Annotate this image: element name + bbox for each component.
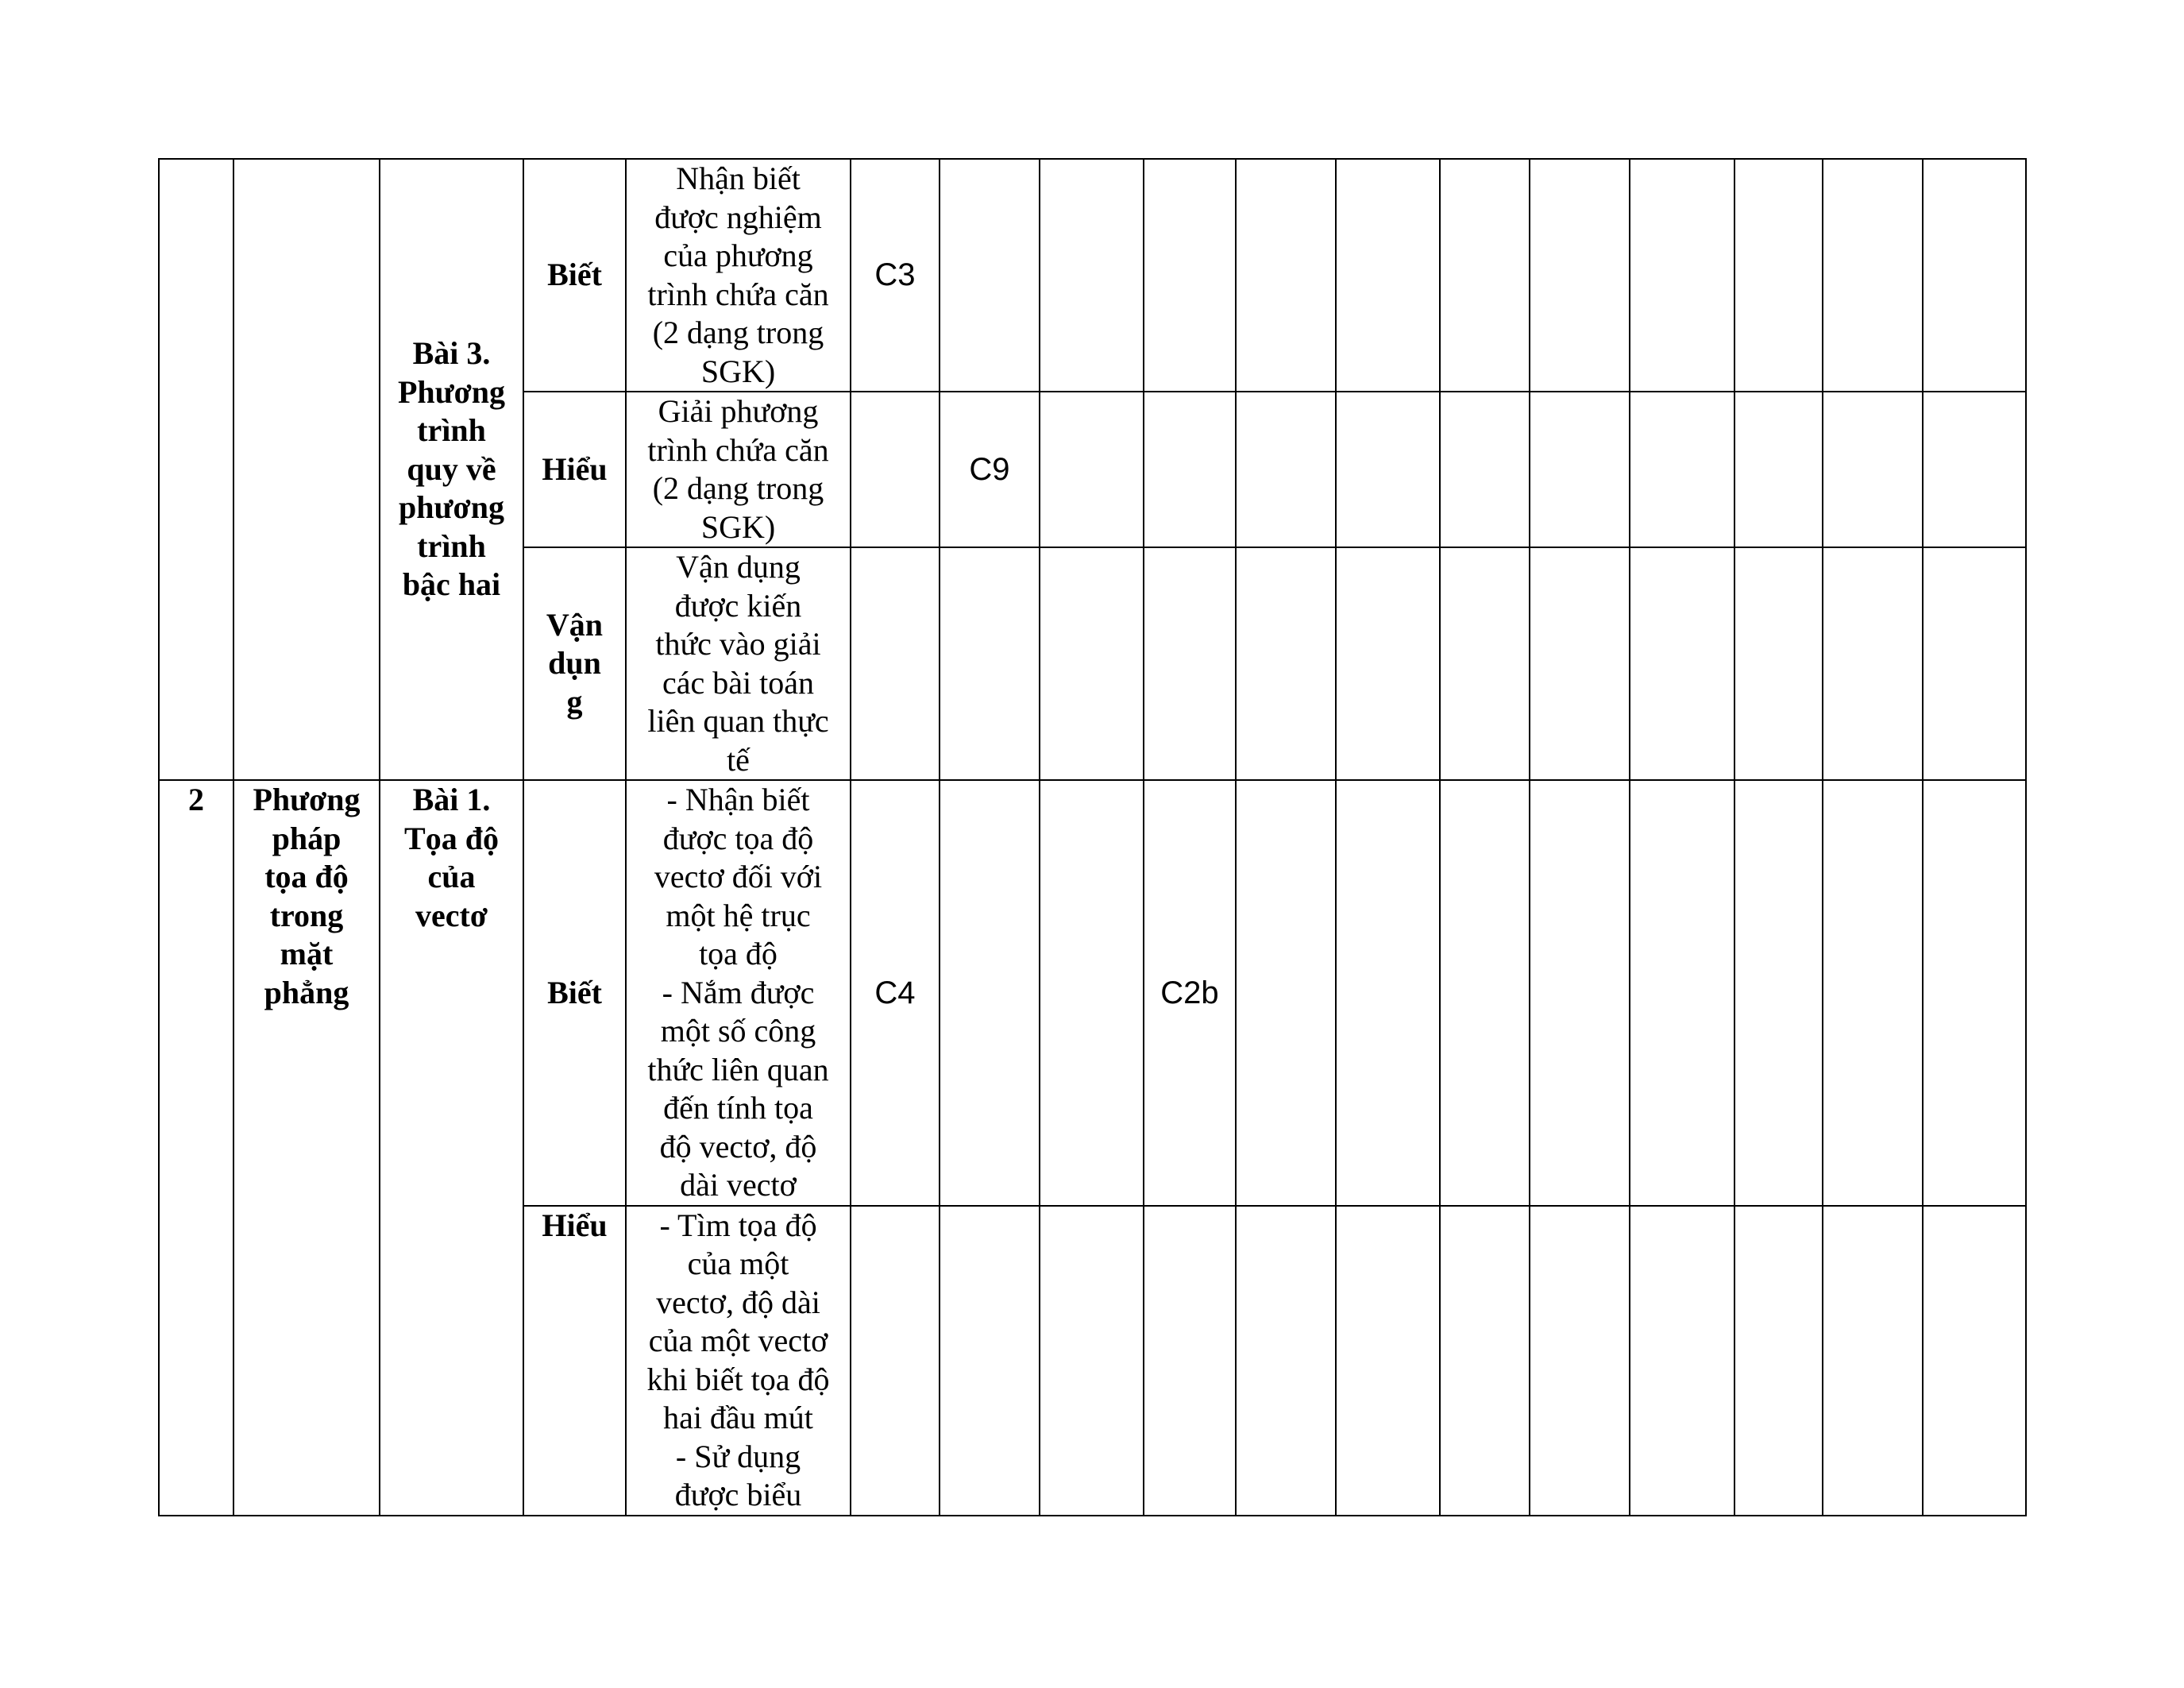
lesson-cell: Bài 3. Phương trình quy về phương trình bậc hai [380, 159, 523, 780]
question-cell [1530, 159, 1630, 392]
question-cell [1336, 1206, 1440, 1516]
question-cell [1530, 1206, 1630, 1516]
question-cell [1236, 780, 1336, 1206]
question-cell [1630, 547, 1734, 780]
question-cell [1336, 780, 1440, 1206]
question-cell [1823, 159, 1923, 392]
question-cell [1236, 159, 1336, 392]
level-cell: Hiểu [523, 392, 626, 547]
question-cell [1823, 1206, 1923, 1516]
question-cell [940, 159, 1040, 392]
description-cell: - Nhận biết được tọa độ vectơ đối với một hệ trục tọa độ - Nắm được một số công thức liên quan đến tính tọa độ vectơ, độ dài vectơ [626, 780, 851, 1206]
question-cell: C4 [851, 780, 940, 1206]
question-cell [1144, 159, 1236, 392]
level-cell: Biết [523, 159, 626, 392]
chapter-cell [233, 159, 380, 780]
question-cell [1040, 780, 1144, 1206]
question-cell [1440, 780, 1530, 1206]
question-cell [940, 780, 1040, 1206]
question-cell [1923, 547, 2026, 780]
question-cell: C9 [940, 392, 1040, 547]
level-cell: Hiểu [523, 1206, 626, 1516]
question-cell [1630, 1206, 1734, 1516]
question-cell [940, 547, 1040, 780]
question-cell [1336, 547, 1440, 780]
question-cell [1530, 780, 1630, 1206]
question-cell [851, 1206, 940, 1516]
question-cell [1440, 1206, 1530, 1516]
description-cell: - Tìm tọa độ của một vectơ, độ dài của một vectơ khi biết tọa độ hai đầu mút - Sử dụng được biểu [626, 1206, 851, 1516]
question-cell [1236, 547, 1336, 780]
question-cell [1823, 780, 1923, 1206]
question-cell [1440, 547, 1530, 780]
question-cell [1923, 159, 2026, 392]
question-cell [1923, 1206, 2026, 1516]
question-cell [1040, 1206, 1144, 1516]
question-cell [1923, 392, 2026, 547]
question-cell: C3 [851, 159, 940, 392]
question-cell [1530, 547, 1630, 780]
assessment-matrix-table [158, 158, 2027, 1516]
question-cell [1144, 547, 1236, 780]
question-cell [1040, 159, 1144, 392]
stt-cell [159, 159, 233, 780]
question-cell [1734, 392, 1823, 547]
question-cell [1734, 1206, 1823, 1516]
question-cell [1144, 1206, 1236, 1516]
question-cell [1630, 392, 1734, 547]
question-cell [1336, 159, 1440, 392]
stt-cell: 2 [159, 780, 233, 1516]
description-cell: Vận dụng được kiến thức vào giải các bài toán liên quan thực tế [626, 547, 851, 780]
question-cell [1440, 159, 1530, 392]
table-row [159, 159, 2026, 392]
question-cell [851, 547, 940, 780]
question-cell: C2b [1144, 780, 1236, 1206]
question-cell [1236, 392, 1336, 547]
question-cell [1440, 392, 1530, 547]
level-cell: Vận dụn g [523, 547, 626, 780]
question-cell [1630, 780, 1734, 1206]
question-cell [1040, 547, 1144, 780]
description-cell: Giải phương trình chứa căn (2 dạng trong SGK) [626, 392, 851, 547]
question-cell [1040, 392, 1144, 547]
question-cell [1236, 1206, 1336, 1516]
lesson-cell: Bài 1. Tọa độ của vectơ [380, 780, 523, 1516]
question-cell [1734, 159, 1823, 392]
level-cell: Biết [523, 780, 626, 1206]
chapter-cell: Phương pháp tọa độ trong mặt phẳng [233, 780, 380, 1516]
question-cell [1734, 547, 1823, 780]
question-cell [1923, 780, 2026, 1206]
question-cell [851, 392, 940, 547]
question-cell [1823, 547, 1923, 780]
question-cell [1144, 392, 1236, 547]
question-cell [1734, 780, 1823, 1206]
question-cell [1336, 392, 1440, 547]
question-cell [1530, 392, 1630, 547]
description-cell: Nhận biết được nghiệm của phương trình chứa căn (2 dạng trong SGK) [626, 159, 851, 392]
question-cell [1630, 159, 1734, 392]
question-cell [1823, 392, 1923, 547]
question-cell [940, 1206, 1040, 1516]
table-row [159, 780, 2026, 1206]
